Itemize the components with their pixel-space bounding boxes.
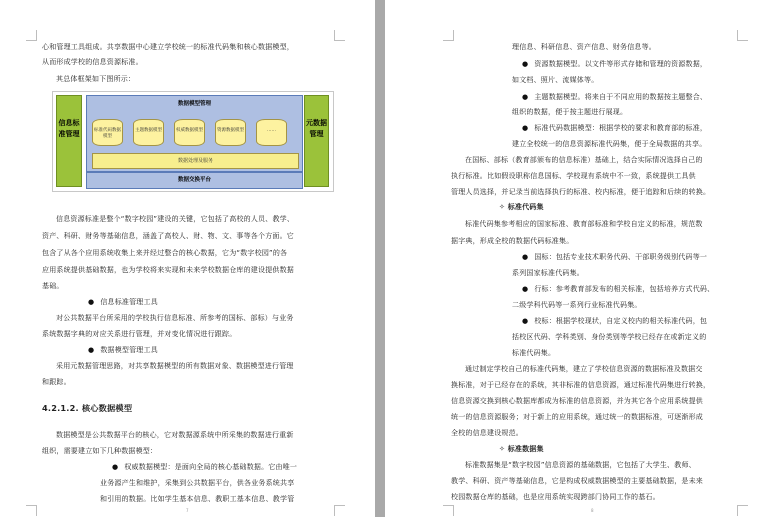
paragraph: 据字典，形成全校的数据代码标准集。 — [451, 237, 574, 245]
bullet-icon: ● — [112, 463, 119, 471]
document-page-right — [385, 0, 760, 517]
database-cylinder: …… — [256, 119, 287, 146]
bullet-icon: ● — [522, 93, 529, 101]
database-cylinder: 主题数据模型 — [133, 119, 164, 146]
framework-diagram — [52, 91, 334, 192]
crop-mark — [26, 505, 37, 516]
bullet-item: ● 信息标准管理工具 — [88, 298, 158, 306]
paragraph: 教学、科研、资产等基础信息，它是构成权威数据模型的主要基础数据，是未来 — [451, 477, 703, 485]
bullet-icon: ● — [522, 285, 529, 293]
bullet-item: ● 校标：根据学校现状，自定义校内的相关标准代码，包 — [522, 317, 708, 325]
paragraph: 采用元数据管理思路，对共享数据模型的所有数据对象、数据模型进行管理 — [56, 362, 294, 370]
crop-mark — [737, 30, 748, 41]
crop-mark — [334, 505, 345, 516]
document-page-left — [0, 0, 375, 517]
bullet-item: ● 数据模型管理工具 — [88, 346, 158, 354]
paragraph: 信息资源交换到核心数据库都成为标准的信息资源，并为其它各个应用系统提供 — [451, 397, 703, 405]
paragraph: 应用系统提供基础数据，也为学校将来实现和未来学校数据仓库的建设提供数据 — [42, 266, 294, 274]
paragraph: 标准代码集参考相应的国家标准、教育部标准和学校自定义的标准，规范数 — [465, 220, 703, 228]
paragraph: 建立全校统一的信息资源标准代码集，便于全局数据的共享。 — [512, 140, 707, 148]
paragraph: 括校区代码、学科类别、身份类别等学校已经存在或新定义的 — [512, 333, 707, 341]
paragraph: 资产、科研、财务等基础信息，涵盖了高校人、财、物、文、事等各个方面。它 — [42, 232, 294, 240]
bullet-icon: ● — [522, 124, 529, 132]
metadata-label: 元数据管理 — [306, 119, 327, 138]
bullet-item: ● 行标：参考教育部发布的相关标准，包括培养方式代码、 — [522, 285, 715, 293]
paragraph: 系统数据字典的对应关系进行管理，并对变化情况进行跟踪。 — [42, 330, 237, 338]
diamond-icon: ✧ — [499, 445, 508, 453]
paragraph: 从而形成学校的信息资源标准。 — [42, 58, 143, 66]
data-model-management-box — [86, 95, 303, 172]
paragraph: 标准数据集是“数字校园”信息资源的基础数据，它包括了大学生、教师、 — [465, 461, 696, 469]
bullet-icon: ● — [88, 298, 95, 306]
paragraph: 对公共数据平台所采用的学校执行信息标准、所参考的国标、部标）与业务 — [56, 314, 294, 322]
paragraph: 标准代码集。 — [512, 349, 556, 357]
bullet-icon: ● — [522, 60, 529, 68]
crop-mark — [737, 505, 748, 516]
paragraph: 二级学科代码等一系列行业标准代码集。 — [512, 301, 642, 309]
paragraph: 全校的信息建设规范。 — [451, 429, 523, 437]
data-model-management-title: 数据模型管理 — [177, 101, 211, 107]
paragraph: 和跟踪。 — [42, 378, 71, 386]
database-cylinder: 权威数据模型 — [174, 119, 205, 146]
bullet-item: ● 权威数据模型：是面向全局的核心基础数据。它由唯一 — [112, 463, 298, 471]
paragraph: 基础。 — [42, 282, 64, 290]
data-service-bar: 数据处理及服务 — [92, 153, 299, 169]
info-standard-label: 信息标准管理 — [58, 119, 80, 138]
info-standard-box — [56, 95, 82, 187]
paragraph: 理信息、科研信息、资产信息、财务信息等。 — [512, 43, 656, 51]
section-heading: 4.2.1.2. 核心数据模型 — [42, 403, 133, 413]
crop-mark — [443, 30, 454, 41]
subsection-heading: ✧ 标准代码集 — [499, 203, 544, 211]
paragraph: 通过制定学校自己的标准代码集，建立了学校信息资源的数据标准及数据交 — [465, 365, 703, 373]
paragraph: 心和管理工具组成。共享数据中心建立学校统一的标准代码集和核心数据模型， — [42, 43, 294, 51]
paragraph: 校园数据仓库的基础，也是应用系统实现跨部门协同工作的基石。 — [451, 493, 660, 501]
paragraph: 管理人员选择，并记录当前选择执行的标准、校内标准，便于追踪和后续的转换。 — [451, 188, 711, 196]
crop-mark — [443, 505, 454, 516]
paragraph: 数据模型是公共数据平台的核心，它对数据源系统中所采集的数据进行重新 — [56, 431, 294, 439]
paragraph: 在国标、部标（教育部颁布的信息标准）基础上，结合实际情况选择自己的 — [465, 156, 703, 164]
bullet-item: ● 标准代码数据模型：根据学校的要求和教育部的标准， — [522, 124, 708, 132]
page-number: 8 — [591, 508, 594, 513]
bullet-item: ● 资源数据模型。以文件等形式存储和管理的资源数据， — [522, 60, 708, 68]
metadata-box — [304, 95, 329, 187]
paragraph: 业务源产生和维护，采集到公共数据平台，供各业务系统共享 — [100, 479, 295, 487]
page-number: 7 — [186, 508, 189, 513]
paragraph: 组织，需要建立如下几种数据模型： — [42, 447, 158, 455]
bullet-icon: ● — [522, 253, 529, 261]
database-cylinder: 标准代码数据模型 — [92, 119, 123, 146]
crop-mark — [334, 30, 345, 41]
bullet-item: ● 主题数据模型。将来自于不同应用的数据按主题整合、 — [522, 93, 708, 101]
data-exchange-platform: 数据交换平台 — [86, 172, 303, 189]
paragraph: 执行标准。比如假设职称信息国标、学校现有系统中不一致，系统提供工具供 — [451, 172, 696, 180]
diamond-icon: ✧ — [499, 203, 508, 211]
paragraph: 如文档、照片、流媒体等。 — [512, 76, 599, 84]
paragraph: 换标准，对于已经存在的系统，其非标准的信息资源，通过标准代码集进行转换， — [451, 381, 711, 389]
paragraph: 信息资源标准是整个“数字校园”建设的关键，它包括了高校的人员、教学、 — [56, 215, 295, 223]
subsection-heading: ✧ 标准数据集 — [499, 445, 544, 453]
crop-mark — [26, 30, 37, 41]
bullet-icon: ● — [88, 346, 95, 354]
paragraph: 系列国家标准代码集。 — [512, 269, 584, 277]
paragraph: 统一的信息资源服务；对于新上的应用系统，通过统一的数据标准，可逐渐形成 — [451, 413, 703, 421]
paragraph: 包含了从各个应用系统收集上来并经过整合的核心数据，它为“数字校园”的各 — [42, 249, 288, 257]
database-cylinder: 资源数据模型 — [215, 119, 246, 146]
paragraph: 其总体框架如下图所示： — [56, 75, 136, 83]
paragraph: 组织的数据，便于按主题进行展现。 — [512, 108, 628, 116]
bullet-item: ● 国标：包括专业技术职务代码、干部职务级别代码等一 — [522, 253, 708, 261]
paragraph: 和引用的数据。比如学生基本信息、教职工基本信息、教学管 — [100, 495, 295, 503]
bullet-icon: ● — [522, 317, 529, 325]
